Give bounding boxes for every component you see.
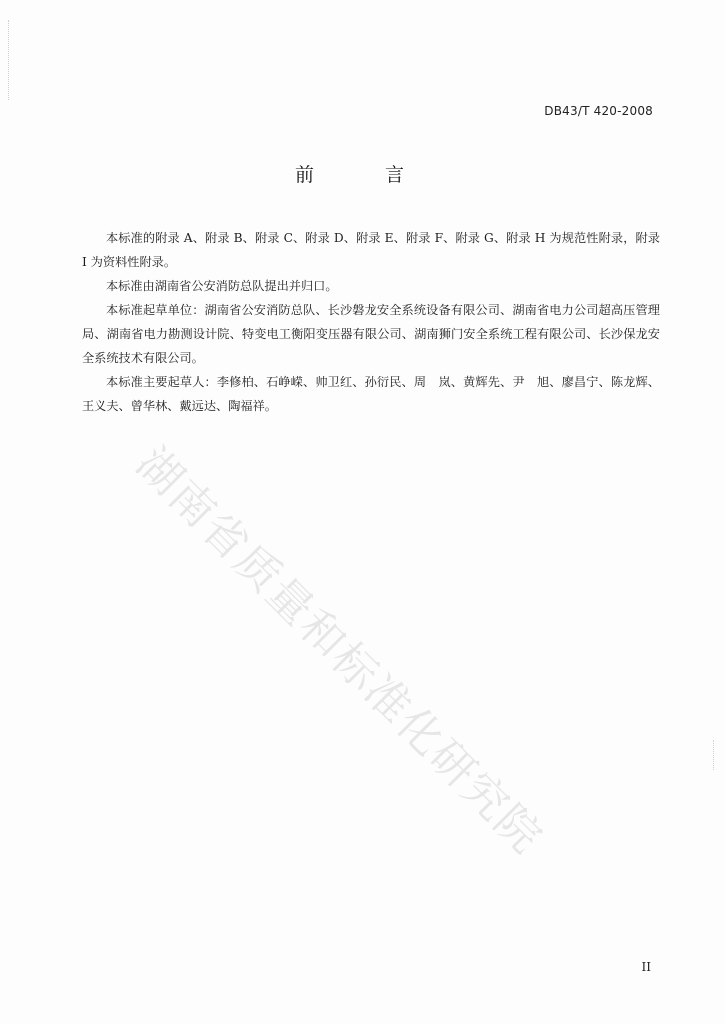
scan-artifact-right <box>713 740 715 770</box>
foreword-body <box>82 226 660 418</box>
scan-artifact-left <box>8 20 11 100</box>
watermark: 湖南省质量和标准化研究院 <box>126 437 553 865</box>
page-title: 前 言 <box>294 164 430 186</box>
page-number: II <box>641 960 651 974</box>
paragraph-proposer: 本标准由湖南省公安消防总队提出并归口。 <box>106 279 338 293</box>
paragraph-drafting-units: 本标准起草单位：湖南省公安消防总队、长沙磐龙安全系统设备有限公司、湖南省电力公司超高压管理局、湖南省电力勘测设计院、特变电工衡阳变压器有限公司、湖南狮门安全系统工程有限公司、长沙保龙安全系统技术有限公司。 <box>82 303 660 365</box>
paragraph-appendix: 本标准的附录 A、附录 B、附录 C、附录 D、附录 E、附录 F、附录 G、附录 H 为规范性附录，附录 I 为资料性附录。 <box>82 231 660 269</box>
standard-code: DB43/T 420-2008 <box>544 104 653 118</box>
paragraph-drafters: 本标准主要起草人：李修柏、石峥嵘、帅卫红、孙衍民、周 岚、黄辉先、尹 旭、廖昌宁、陈龙辉、王义夫、曾华林、戴远达、陶福祥。 <box>82 375 660 413</box>
